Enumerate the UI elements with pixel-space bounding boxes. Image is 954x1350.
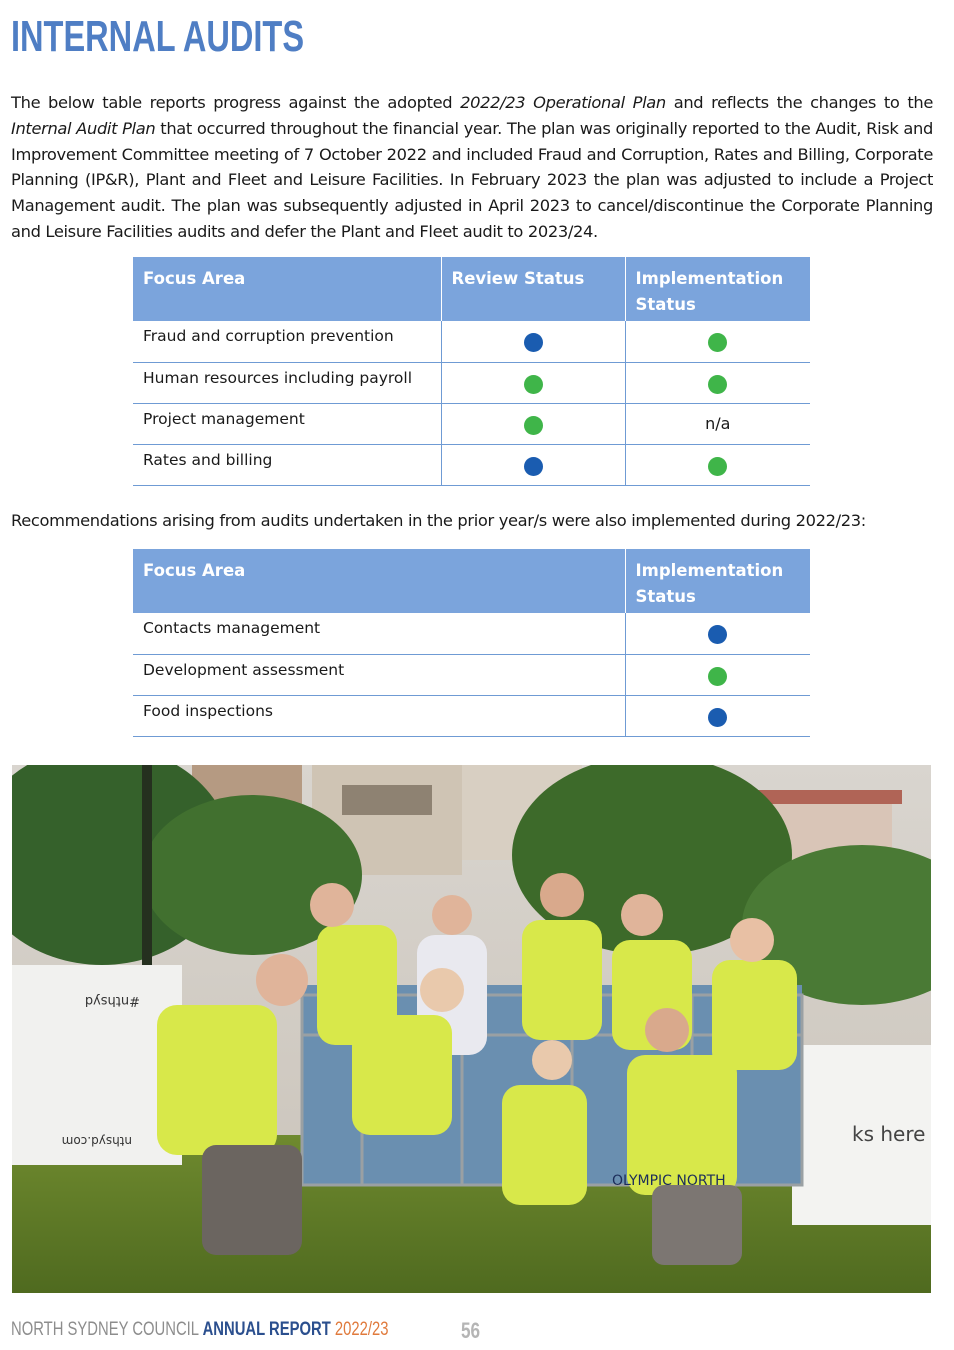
focus-area-cell: Contacts management	[133, 613, 625, 654]
table-row	[133, 613, 810, 654]
page-title: INTERNAL AUDITS	[11, 12, 305, 61]
implementation-status-cell	[625, 362, 810, 403]
header-implementation-status: Implementation Status	[625, 257, 810, 321]
table-row	[133, 654, 810, 695]
table-header-row	[133, 257, 810, 321]
table-row	[133, 362, 810, 403]
footer-org: NORTH SYDNEY COUNCIL	[11, 1319, 199, 1340]
operational-plan-title: 2022/23 Operational Plan	[460, 93, 666, 112]
banner-left-hashtag: #nthsyd	[84, 993, 140, 1008]
table-header-row	[133, 549, 810, 613]
status-green-dot-icon	[524, 416, 543, 435]
status-green-dot-icon	[708, 333, 727, 352]
table-row	[133, 321, 810, 362]
fence-banner-text: OLYMPIC NORTH	[612, 1173, 726, 1189]
implementation-status-cell	[625, 321, 810, 362]
audit-progress-table	[133, 257, 810, 486]
volunteers-photo-illustration	[12, 765, 931, 1293]
prior-year-paragraph: Recommendations arising from audits undertaken in the prior year/s were also implemented during 2022/23:	[11, 511, 866, 530]
focus-area-cell: Food inspections	[133, 695, 625, 736]
implementation-status-cell	[625, 654, 810, 695]
implementation-status-cell	[625, 444, 810, 485]
review-status-cell	[441, 403, 625, 444]
table-row	[133, 403, 810, 444]
header-implementation-status: Implementation Status	[625, 549, 810, 613]
banner-right-text: ks here	[852, 1122, 926, 1146]
status-not-applicable: n/a	[705, 414, 731, 433]
focus-area-cell: Development assessment	[133, 654, 625, 695]
volunteers-photo	[12, 765, 931, 1293]
focus-area-cell: Human resources including payroll	[133, 362, 441, 403]
table-row	[133, 695, 810, 736]
intro-text: that occurred throughout the financial year. The plan was originally reported to the Audit, Risk and Improvement Committee meeting of 7 October 2022 and included Fraud and Corruption, Rates and Billing, Corporate Planning (IP&R), Plant and Fleet and Leisure Facilities. In February 2023 the plan was adjusted to include a Project Management audit. The plan was subsequently adjusted in April 2023 to cancel/discontinue the Corporate Planning and Leisure Facilities audits and defer the Plant and Fleet audit to 2023/24.	[11, 118, 933, 241]
review-status-cell	[441, 444, 625, 485]
table-row	[133, 444, 810, 485]
implementation-status-cell	[625, 403, 810, 444]
audit-plan-title: Internal Audit Plan	[11, 118, 156, 138]
header-review-status: Review Status	[441, 257, 625, 321]
intro-paragraph	[11, 90, 933, 245]
status-blue-dot-icon	[708, 625, 727, 644]
footer-report: ANNUAL REPORT	[202, 1319, 331, 1340]
status-green-dot-icon	[524, 375, 543, 394]
implementation-status-cell	[625, 613, 810, 654]
intro-text: and reflects the changes to the	[665, 93, 934, 112]
focus-area-cell: Fraud and corruption prevention	[133, 321, 441, 362]
footer-report-name	[11, 1319, 388, 1341]
status-blue-dot-icon	[524, 333, 543, 352]
review-status-cell	[441, 362, 625, 403]
footer-year: 2022/23	[334, 1319, 389, 1340]
banner-left-url: nthsyd.com	[61, 1134, 132, 1148]
status-blue-dot-icon	[524, 457, 543, 476]
page-number: 56	[461, 1318, 481, 1343]
implementation-status-cell	[625, 695, 810, 736]
intro-text: The below table reports progress against the adopted	[11, 93, 461, 112]
status-green-dot-icon	[708, 375, 727, 394]
prior-year-audit-table	[133, 549, 810, 737]
status-green-dot-icon	[708, 457, 727, 476]
status-green-dot-icon	[708, 667, 727, 686]
focus-area-cell: Rates and billing	[133, 444, 441, 485]
status-blue-dot-icon	[708, 708, 727, 727]
review-status-cell	[441, 321, 625, 362]
header-focus-area: Focus Area	[133, 257, 441, 321]
focus-area-cell: Project management	[133, 403, 441, 444]
header-focus-area: Focus Area	[133, 549, 625, 613]
